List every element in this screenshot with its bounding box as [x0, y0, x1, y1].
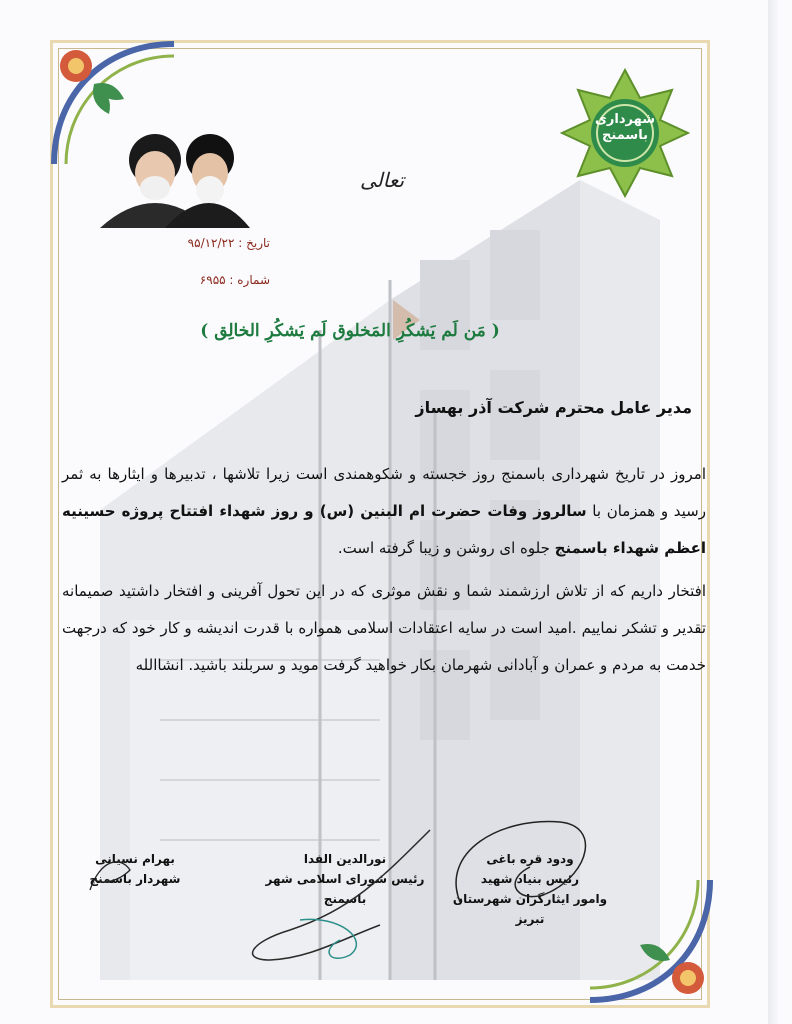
logo-text-line1: شهرداری	[595, 112, 655, 127]
page-edge	[768, 0, 778, 1024]
logo-text-line2: باسمنج	[602, 128, 648, 143]
signer-name: ودود قره باغی	[486, 852, 574, 866]
number-label: شماره :	[229, 273, 270, 287]
letter-body	[62, 456, 706, 690]
signature-block-2	[250, 849, 440, 909]
date-label: تاریخ :	[238, 236, 270, 250]
signature-block-1	[440, 849, 620, 929]
addressee: مدیر عامل محترم شرکت آذر بهساز	[415, 398, 692, 417]
number-value: ۶۹۵۵	[199, 273, 226, 287]
signer-title: وامور ایثارگران شهرستان تبریز	[452, 892, 608, 926]
paragraph-2: افتخار داریم که از تلاش ارزشمند شما و نقش موثری که در این تحول آفرینی و افتخار داشتید صمیمانه تقدیر و تشکر نماییم .امید است در سایه اعتقادات اسلامی همواره با قدرت اندیشه و کار خود که درجهت خدمت به مردم و عمران و آبادانی شهرمان بکار خواهید گرفت موید و سربلند باشید. انشاالله	[62, 582, 706, 674]
paragraph-1-c: جلوه ای روشن و زیبا گرفته است.	[337, 539, 555, 557]
signer-title: شهردار باسمنج	[89, 872, 181, 886]
paragraph-1-a: امروز در تاریخ شهرداری باسمنج روز خجسته و شکوهمندی است زیرا تلاشها ، تدبیرها و ایثارها به ثمر رسید و همزمان با	[62, 465, 706, 520]
signer-title: رئیس بنیاد شهید	[480, 872, 580, 886]
signer-name: نورالدین الفدا	[303, 852, 387, 866]
paragraph-1	[62, 456, 706, 567]
paragraph-1-bold: سالروز وفات حضرت ام البنین (س) و روز شهداء افتتاح پروژه حسینیه اعظم شهداء باسمنج	[62, 502, 706, 557]
signature-block-3	[70, 849, 200, 889]
hadith-verse: ( مَن لَم یَشکُرِ المَخلوق لَم یَشکُرِ الخالِق )	[200, 321, 500, 341]
signer-name: بهرام نسیانی	[95, 852, 175, 866]
signer-title: رئیس شورای اسلامی شهر باسمنج	[265, 872, 425, 906]
logo-text	[590, 112, 660, 144]
date-line	[140, 236, 270, 250]
date-value: ۹۵/۱۲/۲۲	[187, 236, 235, 250]
number-line	[140, 273, 270, 287]
portraits-image	[100, 118, 250, 228]
tabarak-calligraphy: تعالی	[360, 168, 405, 192]
